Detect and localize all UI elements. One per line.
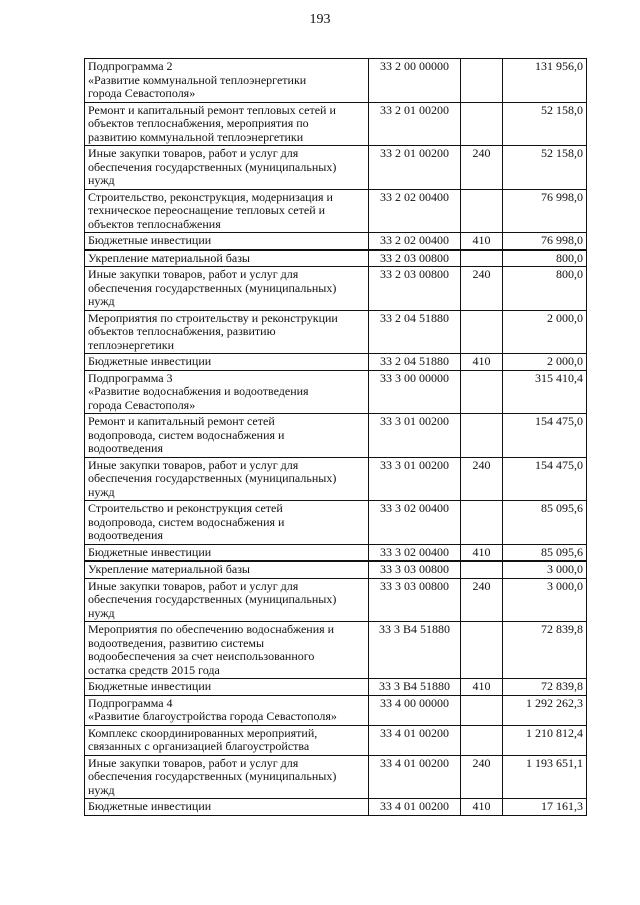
row-sum-cell: 154 475,0	[503, 457, 587, 501]
row-code-cell: 33 3 02 00400	[369, 501, 461, 545]
table-row	[85, 59, 587, 103]
row-type-cell	[461, 370, 503, 414]
row-sum-cell: 2 000,0	[503, 310, 587, 354]
row-name-cell: Комплекс скоординированных мероприятий, связанных с организацией благоустройства	[85, 725, 369, 755]
row-name-cell: Бюджетные инвестиции	[85, 679, 369, 696]
row-type-cell	[461, 102, 503, 146]
table-row	[85, 414, 587, 458]
row-name-cell: Иные закупки товаров, работ и услуг для обеспечения государственных (муниципальных) нужд	[85, 755, 369, 799]
row-name-cell: Мероприятия по обеспечению водоснабжения и водоотведения, развитию системы водообеспечения за счет неиспользованного остатка средств 2015 года	[85, 622, 369, 679]
row-type-cell	[461, 622, 503, 679]
row-name-cell: Иные закупки товаров, работ и услуг для обеспечения государственных (муниципальных) нужд	[85, 457, 369, 501]
row-type-cell	[461, 501, 503, 545]
table-row	[85, 146, 587, 190]
row-code-cell: 33 3 B4 51880	[369, 622, 461, 679]
row-sum-cell: 17 161,3	[503, 799, 587, 816]
table-row	[85, 561, 587, 578]
row-sum-cell: 72 839,8	[503, 679, 587, 696]
row-type-cell: 240	[461, 755, 503, 799]
table-row	[85, 310, 587, 354]
table-row	[85, 622, 587, 679]
row-code-cell: 33 3 B4 51880	[369, 679, 461, 696]
table-row	[85, 370, 587, 414]
row-sum-cell: 2 000,0	[503, 354, 587, 371]
row-name-cell: Ремонт и капитальный ремонт тепловых сетей и объектов теплоснабжения, мероприятия по развитию коммунальной теплоэнергетики	[85, 102, 369, 146]
row-name-cell: Подпрограмма 4 «Развитие благоустройства города Севастополя»	[85, 695, 369, 725]
table-row	[85, 544, 587, 561]
row-type-cell: 410	[461, 233, 503, 250]
row-code-cell: 33 2 02 00400	[369, 233, 461, 250]
table-row	[85, 354, 587, 371]
row-name-cell: Укрепление материальной базы	[85, 250, 369, 267]
row-name-cell: Бюджетные инвестиции	[85, 354, 369, 371]
row-type-cell	[461, 59, 503, 103]
row-sum-cell: 1 193 651,1	[503, 755, 587, 799]
row-type-cell: 410	[461, 799, 503, 816]
row-code-cell: 33 2 01 00200	[369, 146, 461, 190]
row-type-cell	[461, 189, 503, 233]
row-code-cell: 33 4 01 00200	[369, 755, 461, 799]
row-sum-cell: 1 292 262,3	[503, 695, 587, 725]
budget-table	[84, 58, 587, 816]
row-name-cell: Иные закупки товаров, работ и услуг для обеспечения государственных (муниципальных) нужд	[85, 146, 369, 190]
row-code-cell: 33 4 00 00000	[369, 695, 461, 725]
table-row	[85, 695, 587, 725]
row-name-cell: Иные закупки товаров, работ и услуг для обеспечения государственных (муниципальных) нужд	[85, 578, 369, 622]
row-name-cell: Подпрограмма 3 «Развитие водоснабжения и водоотведения города Севастополя»	[85, 370, 369, 414]
row-sum-cell: 76 998,0	[503, 233, 587, 250]
table-row	[85, 250, 587, 267]
table-row	[85, 233, 587, 250]
row-type-cell	[461, 561, 503, 578]
row-name-cell: Бюджетные инвестиции	[85, 544, 369, 561]
row-type-cell: 240	[461, 457, 503, 501]
row-name-cell: Бюджетные инвестиции	[85, 799, 369, 816]
row-code-cell: 33 3 00 00000	[369, 370, 461, 414]
row-code-cell: 33 3 01 00200	[369, 457, 461, 501]
table-row	[85, 755, 587, 799]
table-row	[85, 578, 587, 622]
row-sum-cell: 52 158,0	[503, 102, 587, 146]
table-row	[85, 799, 587, 816]
table-row	[85, 189, 587, 233]
row-type-cell	[461, 725, 503, 755]
row-type-cell	[461, 695, 503, 725]
table-row	[85, 102, 587, 146]
row-code-cell: 33 2 01 00200	[369, 102, 461, 146]
table-row	[85, 501, 587, 545]
row-sum-cell: 85 095,6	[503, 501, 587, 545]
row-type-cell: 410	[461, 679, 503, 696]
row-type-cell	[461, 250, 503, 267]
row-code-cell: 33 3 02 00400	[369, 544, 461, 561]
row-type-cell	[461, 310, 503, 354]
row-type-cell: 240	[461, 578, 503, 622]
row-name-cell: Мероприятия по строительству и реконструкции объектов теплоснабжения, развитию теплоэнергетики	[85, 310, 369, 354]
row-code-cell: 33 2 04 51880	[369, 354, 461, 371]
row-code-cell: 33 4 01 00200	[369, 725, 461, 755]
row-sum-cell: 76 998,0	[503, 189, 587, 233]
row-name-cell: Строительство и реконструкция сетей водопровода, систем водоснабжения и водоотведения	[85, 501, 369, 545]
row-name-cell: Иные закупки товаров, работ и услуг для обеспечения государственных (муниципальных) нужд	[85, 267, 369, 311]
row-sum-cell: 154 475,0	[503, 414, 587, 458]
table-row	[85, 457, 587, 501]
row-code-cell: 33 4 01 00200	[369, 799, 461, 816]
row-code-cell: 33 3 03 00800	[369, 578, 461, 622]
row-code-cell: 33 2 03 00800	[369, 267, 461, 311]
row-name-cell: Подпрограмма 2 «Развитие коммунальной теплоэнергетики города Севастополя»	[85, 59, 369, 103]
row-sum-cell: 800,0	[503, 267, 587, 311]
row-code-cell: 33 3 03 00800	[369, 561, 461, 578]
row-code-cell: 33 2 00 00000	[369, 59, 461, 103]
row-name-cell: Бюджетные инвестиции	[85, 233, 369, 250]
row-name-cell: Укрепление материальной базы	[85, 561, 369, 578]
row-type-cell	[461, 414, 503, 458]
row-sum-cell: 800,0	[503, 250, 587, 267]
row-type-cell: 240	[461, 267, 503, 311]
row-sum-cell: 315 410,4	[503, 370, 587, 414]
row-code-cell: 33 2 02 00400	[369, 189, 461, 233]
row-sum-cell: 1 210 812,4	[503, 725, 587, 755]
table-row	[85, 725, 587, 755]
row-type-cell: 240	[461, 146, 503, 190]
row-code-cell: 33 3 01 00200	[369, 414, 461, 458]
row-sum-cell: 85 095,6	[503, 544, 587, 561]
row-sum-cell: 3 000,0	[503, 578, 587, 622]
row-code-cell: 33 2 03 00800	[369, 250, 461, 267]
row-name-cell: Строительство, реконструкция, модернизация и техническое переоснащение тепловых сетей и объектов теплоснабжения	[85, 189, 369, 233]
row-sum-cell: 72 839,8	[503, 622, 587, 679]
row-sum-cell: 131 956,0	[503, 59, 587, 103]
row-type-cell: 410	[461, 544, 503, 561]
row-name-cell: Ремонт и капитальный ремонт сетей водопровода, систем водоснабжения и водоотведения	[85, 414, 369, 458]
row-type-cell: 410	[461, 354, 503, 371]
table-row	[85, 267, 587, 311]
row-code-cell: 33 2 04 51880	[369, 310, 461, 354]
row-sum-cell: 52 158,0	[503, 146, 587, 190]
table-row	[85, 679, 587, 696]
row-sum-cell: 3 000,0	[503, 561, 587, 578]
page-number: 193	[309, 12, 331, 27]
